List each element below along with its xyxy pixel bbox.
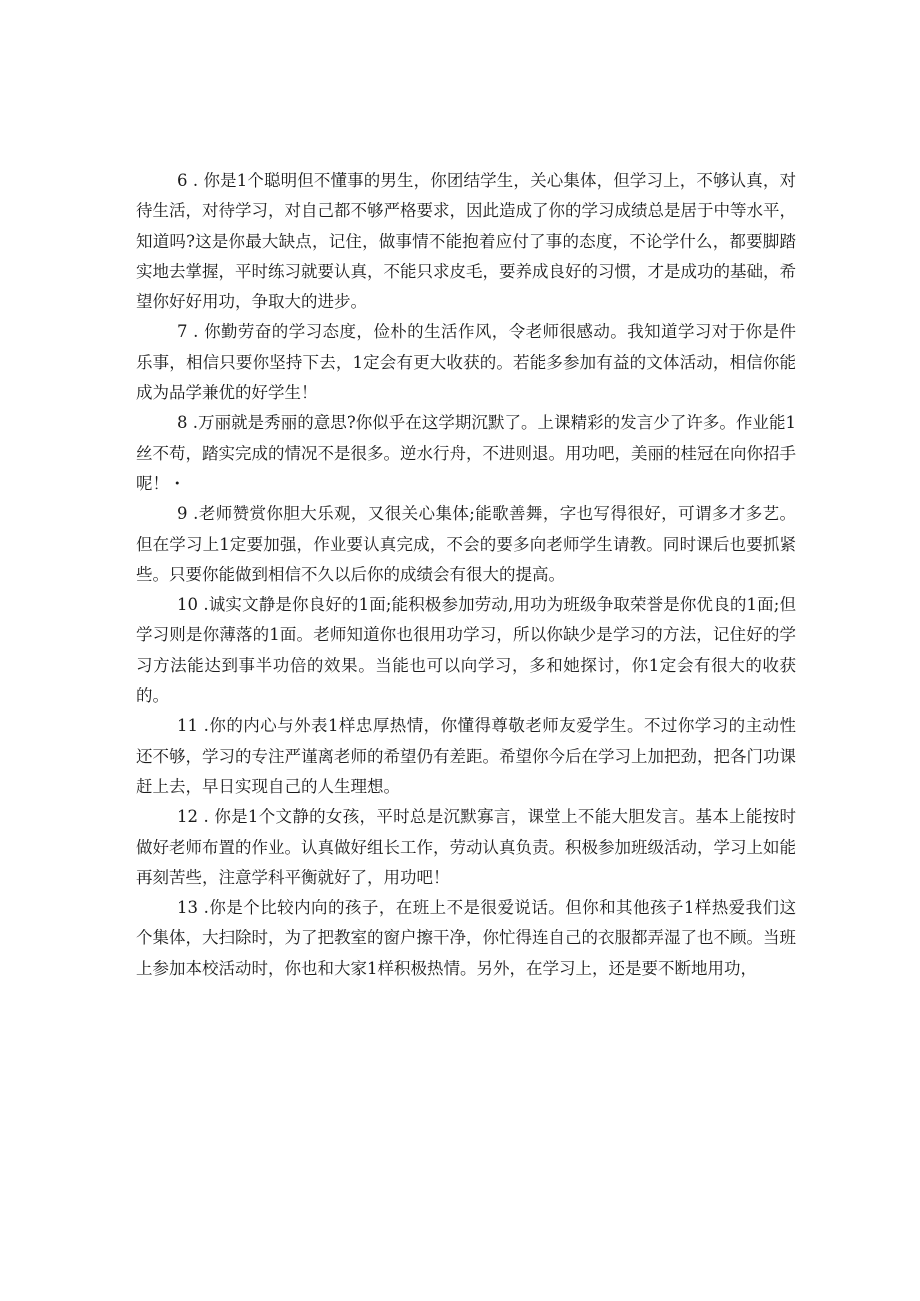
paragraph-9: 9 .老师赞赏你胆大乐观，又很关心集体;能歌善舞，字也写得很好，可谓多才多艺。但在学习上1定要加强，作业要认真完成，不会的要多向老师学生请教。同时课后也要抓紧些。只要你能做到相信不久以后你的成绩会有很大的提高。	[136, 504, 796, 584]
paragraph-6: 6 . 你是1个聪明但不懂事的男生，你团结学生，关心集体，但学习上，不够认真，对待生活，对待学习，对自己都不够严格要求，因此造成了你的学习成绩总是居于中等水平，知道吗?这是你最大缺点，记住，做事情不能抱着应付了事的态度，不论学什么，都要脚踏实地去掌握，平时练习就要认真，不能只求皮毛，要养成良好的习惯，才是成功的基础，希望你好好用功，争取大的进步。	[136, 171, 796, 312]
paragraph-12: 12 . 你是1个文静的女孩，平时总是沉默寡言，课堂上不能大胆发言。基本上能按时做好老师布置的作业。认真做好组长工作，劳动认真负责。积极参加班级活动，学习上如能再刻苦些，注意学科平衡就好了，用功吧！	[136, 807, 796, 887]
paragraph-13: 13 .你是个比较内向的孩子，在班上不是很爱说话。但你和其他孩子1样热爱我们这个集体，大扫除时，为了把教室的窗户擦干净，你忙得连自己的衣服都弄湿了也不顾。当班上参加本校活动时，你也和大家1样积极热情。另外，在学习上，还是要不断地用功，	[136, 898, 796, 978]
paragraph-10: 10 .诚实文静是你良好的1面;能积极参加劳动,用功为班级争取荣誉是你优良的1面;但学习则是你薄落的1面。老师知道你也很用功学习，所以你缺少是学习的方法，记住好的学习方法能达到事半功倍的效果。当能也可以向学习，多和她探讨，你1定会有很大的收获的。	[136, 595, 796, 706]
paragraph-11: 11 .你的内心与外表1样忠厚热情，你懂得尊敬老师友爱学生。不过你学习的主动性还不够，学习的专注严谨离老师的希望仍有差距。希望你今后在学习上加把劲，把各门功课赶上去，早日实现自己的人生理想。	[136, 716, 796, 796]
document-body	[136, 166, 796, 984]
paragraph-7: 7 . 你勤劳奋的学习态度，俭朴的生活作风，令老师很感动。我知道学习对于你是件乐事，相信只要你坚持下去，1定会有更大收获的。若能多参加有益的文体活动，相信你能成为品学兼优的好学生！	[136, 322, 796, 403]
paragraph-8: 8 .万丽就是秀丽的意思?你似乎在这学期沉默了。上课精彩的发言少了许多。作业能1丝不苟，踏实完成的情况不是很多。逆水行舟，不进则退。用功吧，美丽的桂冠在向你招手呢！・	[136, 413, 796, 493]
